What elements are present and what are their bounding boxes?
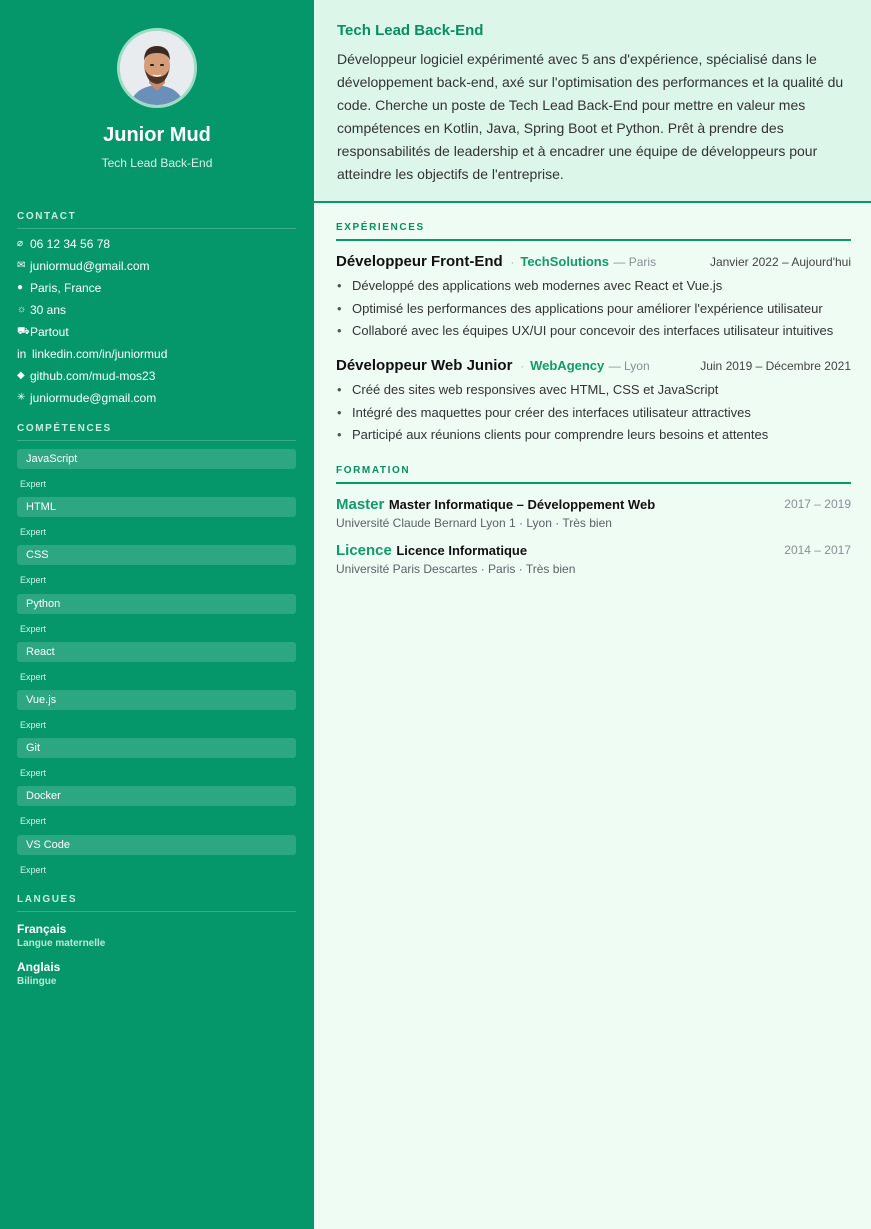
phone-icon: ⌀: [17, 238, 24, 249]
job-dates: Janvier 2022 – Aujourd'hui: [709, 255, 851, 269]
education-title: Master Informatique – Développement Web: [388, 497, 656, 512]
language-name: Anglais: [17, 960, 61, 974]
education-dates: 2017 – 2019: [784, 497, 851, 511]
list-item: • Participé aux réunions clients pour comprendre leurs besoins et attentes: [336, 427, 851, 443]
contact-age: [17, 302, 297, 324]
mail-icon: ✉: [17, 260, 26, 271]
experience-section-title: EXPÉRIENCES: [336, 222, 851, 241]
language-name: Français: [17, 922, 67, 936]
asterisk-icon: ✳: [17, 392, 26, 403]
education-item: [336, 542, 851, 576]
skill-name: Docker: [17, 786, 296, 806]
languages-section-title: LANGUES: [17, 894, 296, 912]
education-header: [336, 542, 851, 561]
job-title: Développeur Front-End: [336, 253, 503, 270]
job-company: WebAgency: [530, 358, 605, 373]
contact-age-text: 30 ans: [30, 303, 67, 317]
experience-item: [336, 253, 851, 346]
contact-section-title: CONTACT: [17, 211, 296, 229]
skills-section-title: COMPÉTENCES: [17, 423, 296, 441]
list-item: • Développé des applications web modernes avec React et Vue.js: [336, 278, 851, 294]
skill-item: [17, 835, 296, 883]
contact-location-text: Paris, France: [30, 281, 102, 295]
job-city: — Paris: [613, 255, 657, 269]
summary-header: [314, 0, 871, 203]
skill-name: Vue.js: [17, 690, 296, 710]
candidate-role: Tech Lead Back-End: [101, 156, 213, 170]
skill-level: Expert: [20, 623, 47, 634]
skill-level: Expert: [20, 768, 47, 779]
contact-linkedin[interactable]: [17, 346, 297, 368]
skill-item: [17, 449, 296, 497]
avatar: [117, 28, 197, 108]
education-title: Licence Informatique: [396, 543, 528, 558]
language-item: [17, 922, 297, 949]
language-level: Langue maternelle: [17, 938, 106, 949]
experience-header: [336, 253, 851, 273]
sidebar: [0, 0, 314, 1229]
skill-name: CSS: [17, 545, 296, 565]
contact-github-text[interactable]: github.com/mud-mos23: [30, 369, 156, 383]
skill-level: Expert: [20, 816, 47, 827]
contact-email[interactable]: [17, 258, 297, 280]
education-school: Université Paris Descartes · Paris · Très bien: [336, 562, 576, 576]
languages-list: [17, 922, 297, 998]
list-item: • Collaboré avec les équipes UX/UI pour concevoir des interfaces utilisateur intuitives: [336, 323, 851, 339]
language-item: [17, 960, 297, 987]
job-city: — Lyon: [608, 359, 650, 373]
contact-mobility: [17, 324, 297, 346]
experience-header: [336, 357, 851, 377]
skill-item: [17, 690, 296, 738]
skill-level: Expert: [20, 575, 47, 586]
education-section-title: FORMATION: [336, 465, 851, 484]
contact-alt-email[interactable]: [17, 390, 297, 412]
skill-level: Expert: [20, 671, 47, 682]
separator: ·: [520, 361, 525, 373]
education-dates: 2014 – 2017: [784, 543, 851, 557]
education-header: [336, 496, 851, 515]
skill-item: [17, 497, 296, 545]
skill-item: [17, 786, 296, 834]
skill-level: Expert: [20, 864, 47, 875]
list-item: • Optimisé les performances des applications pour améliorer l'expérience utilisateur: [336, 301, 851, 317]
skill-level: Expert: [20, 479, 47, 489]
skill-level: Expert: [20, 719, 47, 730]
education-degree: Licence: [336, 542, 392, 559]
contact-location: [17, 280, 297, 302]
candidate-name: Junior Mud: [103, 124, 211, 146]
skills-list: [17, 449, 296, 883]
separator: ·: [510, 257, 515, 269]
skill-name: Git: [17, 738, 296, 758]
contact-linkedin-text[interactable]: linkedin.com/in/juniormud: [32, 347, 168, 361]
skill-name: React: [17, 642, 296, 662]
contact-github[interactable]: [17, 368, 297, 390]
avatar-photo-icon: [120, 31, 194, 105]
skill-item: [17, 642, 296, 690]
skill-item: [17, 545, 296, 593]
contact-alt-email-text[interactable]: juniormude@gmail.com: [30, 391, 157, 405]
contact-phone-text: 06 12 34 56 78: [30, 237, 111, 251]
linkedin-icon: in: [17, 347, 27, 361]
contact-email-text[interactable]: juniormud@gmail.com: [30, 259, 150, 273]
job-dates: Juin 2019 – Décembre 2021: [700, 359, 851, 373]
contact-phone: [17, 236, 297, 258]
list-item: • Intégré des maquettes pour créer des interfaces utilisateur attractives: [336, 405, 851, 421]
profile-summary: Développeur logiciel expérimenté avec 5 ans d'expérience, spécialisé dans le développement back-end, axé sur l'optimisation des performances et la qualité du code. Cherche un poste de Tech Lead Back-End pour mettre en valeur mes compétences en Kotlin, Java, Spring Boot et Python. Prêt à prendre des responsabilités de leadership et à encadrer une équipe de développeurs pour atteindre les objectifs de l'entreprise.: [337, 51, 844, 182]
header-title: Tech Lead Back-End: [337, 22, 484, 39]
contact-mobility-text: Partout: [30, 325, 69, 339]
experience-item: [336, 357, 851, 450]
skill-name: HTML: [17, 497, 296, 517]
job-company: TechSolutions: [520, 254, 609, 269]
education-item: [336, 496, 851, 530]
education-degree: Master: [336, 496, 385, 513]
skill-level: Expert: [20, 527, 47, 538]
skill-item: [17, 594, 296, 642]
car-icon: ⛟: [17, 326, 30, 337]
job-title: Développeur Web Junior: [336, 357, 513, 374]
job-bullets: [336, 278, 851, 339]
contact-list: [17, 236, 297, 412]
job-bullets: [336, 382, 851, 443]
skill-name: Python: [17, 594, 296, 614]
education-school: Université Claude Bernard Lyon 1 · Lyon · Très bien: [336, 516, 612, 530]
skill-name: VS Code: [17, 835, 296, 855]
skill-item: [17, 738, 296, 786]
github-icon: ◆: [17, 370, 25, 381]
list-item: • Créé des sites web responsives avec HTML, CSS et JavaScript: [336, 382, 851, 398]
skill-name: JavaScript: [17, 449, 296, 469]
sun-icon: ☼: [17, 304, 27, 315]
language-level: Bilingue: [17, 976, 57, 987]
location-icon: ●: [17, 282, 24, 293]
